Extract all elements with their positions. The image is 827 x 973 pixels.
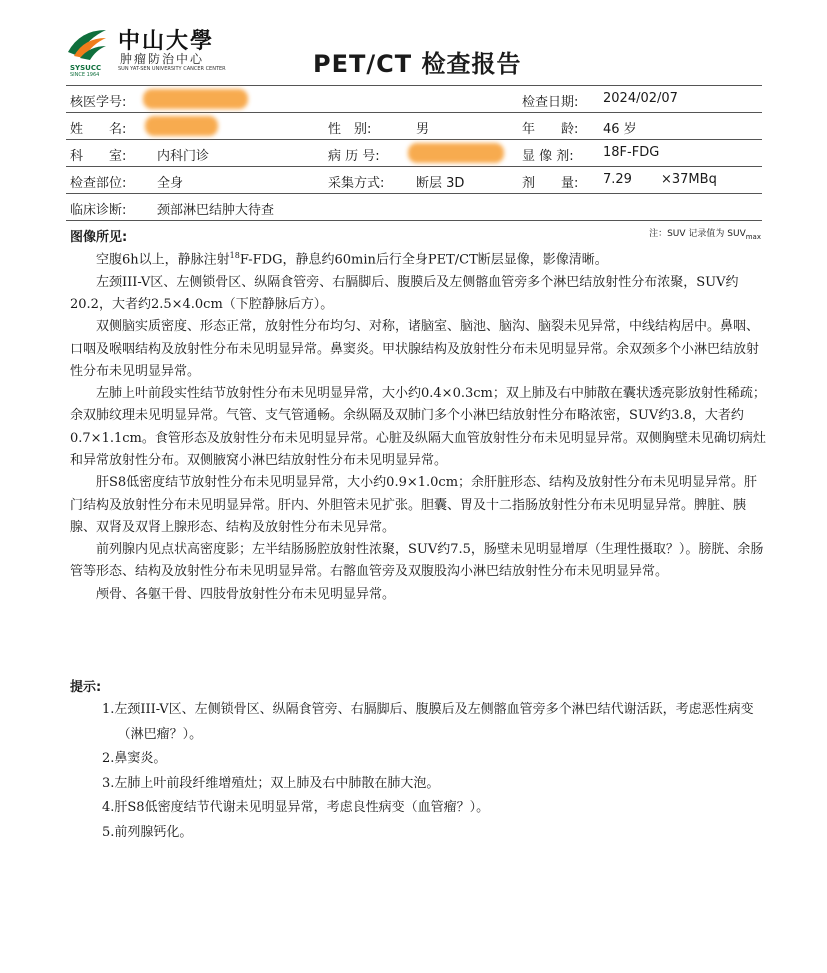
info-row [66, 194, 762, 221]
sysucc-emblem-icon [66, 26, 108, 66]
tip-item: 3.左肺上叶前段纤维增殖灶；双上肺及右中肺散在肺大泡。 [102, 775, 440, 791]
isotope-superscript: 18 [229, 251, 240, 260]
info-row [66, 113, 762, 140]
findings-paragraph: 肝S8低密度结节放射性分布未见明显异常，大小约0.9×1.0cm；余肝脏形态、结构及放射性分布未见明显异常。肝门结构及放射性分布未见明显异常。肝内、外胆管未见扩张。胆囊、胃及十二指肠放射性分布未见明显异常。脾脏、胰腺、双肾及双肾上腺形态、结构及放射性分布未见异常。 [70, 475, 758, 535]
record-no-label: 病 历 号: [328, 149, 380, 164]
info-row [66, 140, 762, 167]
findings-body [70, 245, 770, 606]
logo-since: SINCE 1964 [70, 72, 100, 78]
findings-paragraph: 颅骨、各躯干骨、四肢骨放射性分布未见明显异常。 [96, 586, 396, 602]
sex-value: 男 [416, 122, 430, 137]
findings-paragraph [70, 245, 770, 272]
logo-abbr: SYSUCC [70, 64, 102, 72]
suv-note [649, 226, 761, 241]
acquisition-value: 断层 3D [416, 176, 465, 191]
tracer-value: 18F-FDG [603, 145, 660, 160]
hospital-logo [66, 24, 226, 78]
sex-label: 性 别: [328, 122, 372, 137]
diagnosis-label: 临床诊断: [70, 203, 127, 218]
tip-item: 1.左颈III-V区、左侧锁骨区、纵隔食管旁、右膈脚后、腹膜后及左侧髂血管旁多个淋巴结代谢活跃，考虑恶性病变（淋巴瘤？）。 [102, 702, 754, 742]
findings-paragraph: 前列腺内见点状高密度影；左半结肠肠腔放射性浓聚，SUV约7.5，肠壁未见明显增厚（生理性摄取？）。膀胱、余肠管等形态、结构及放射性分布未见明显异常。右髂血管旁及双腹股沟小淋巴结放射性分布未见明显异常。 [70, 542, 764, 580]
exam-site-label: 检查部位: [70, 176, 127, 191]
info-row [66, 85, 762, 113]
tip-item: 4.肝S8低密度结节代谢未见明显异常，考虑良性病变（血管瘤？）。 [102, 800, 490, 815]
acquisition-label: 采集方式: [328, 176, 385, 191]
exam-date-label: 检查日期: [522, 95, 579, 110]
redacted-name [145, 116, 218, 136]
exam-date-value: 2024/02/07 [603, 91, 678, 106]
exam-site-value: 全身 [157, 176, 184, 191]
suv-note-sub: max [745, 232, 761, 241]
info-row [66, 167, 762, 194]
tracer-label: 显 像 剂: [522, 149, 574, 164]
findings-p1a: 空腹6h以上，静脉注射 [96, 252, 230, 268]
logo-cn-name: 中山大學 [118, 28, 215, 54]
findings-paragraph: 左颈III-V区、左侧锁骨区、纵隔食管旁、右膈脚后、腹膜后及左侧髂血管旁多个淋巴结放射性分布浓聚，SUV约20.2，大者约2.5×4.0cm（下腔静脉后方）。 [70, 274, 739, 312]
age-value: 46 岁 [603, 122, 637, 137]
age-label: 年 龄: [522, 122, 579, 137]
dose-value: 7.29 [603, 172, 632, 187]
department-value: 内科门诊 [157, 149, 210, 164]
suv-note-text: 注：SUV 记录值为 SUV [649, 229, 746, 239]
tips-list [102, 698, 772, 845]
findings-p1b: F-FDG，静息约60min后行全身PET/CT断层显像，影像清晰。 [239, 252, 608, 268]
findings-paragraph: 左肺上叶前段实性结节放射性分布未见明显异常，大小约0.4×0.3cm；双上肺及右中肺散在囊状透亮影放射性稀疏；余双肺纹理未见明显异常。气管、支气管通畅。余纵隔及双肺门多个小淋巴结放射性分布略浓密，SUV约3.8，大者约0.7×1.1cm。食管形态及放射性分布未见明显异常。心脏及纵隔大血管放射性分布未见明显异常。双侧胸壁未见确切病灶和异常放射性分布。双侧腋窝小淋巴结放射性分布未见明显异常。 [70, 386, 766, 468]
department-label: 科 室: [70, 149, 127, 164]
redacted-nuclear-id [143, 89, 248, 109]
findings-paragraph: 双侧脑实质密度、形态正常，放射性分布均匀、对称，诸脑室、脑池、脑沟、脑裂未见异常，中线结构居中。鼻咽、口咽及喉咽结构及放射性分布未见明显异常。鼻窦炎。甲状腺结构及放射性分布未见明显异常。余双颈多个小淋巴结放射性分布未见明显异常。 [70, 319, 760, 379]
dose-label: 剂 量: [522, 176, 579, 191]
redacted-record-no [408, 143, 504, 163]
name-label: 姓 名: [70, 122, 127, 137]
logo-en-name: SUN YAT-SEN UNIVERSITY CANCER CENTER [118, 66, 226, 72]
patient-info-table [66, 85, 762, 221]
dose-unit: ×37MBq [661, 172, 717, 187]
logo-cn-subtitle: 肿瘤防治中心 [120, 52, 205, 66]
tips-heading: 提示: [70, 680, 102, 695]
diagnosis-value: 颈部淋巴结肿大待查 [157, 203, 275, 218]
report-title: PET/CT 检查报告 [313, 50, 522, 78]
tip-item: 2.鼻窦炎。 [102, 751, 167, 766]
nuclear-id-label: 核医学号: [70, 95, 127, 110]
findings-heading: 图像所见: [70, 230, 128, 245]
tip-item: 5.前列腺钙化。 [102, 824, 193, 840]
